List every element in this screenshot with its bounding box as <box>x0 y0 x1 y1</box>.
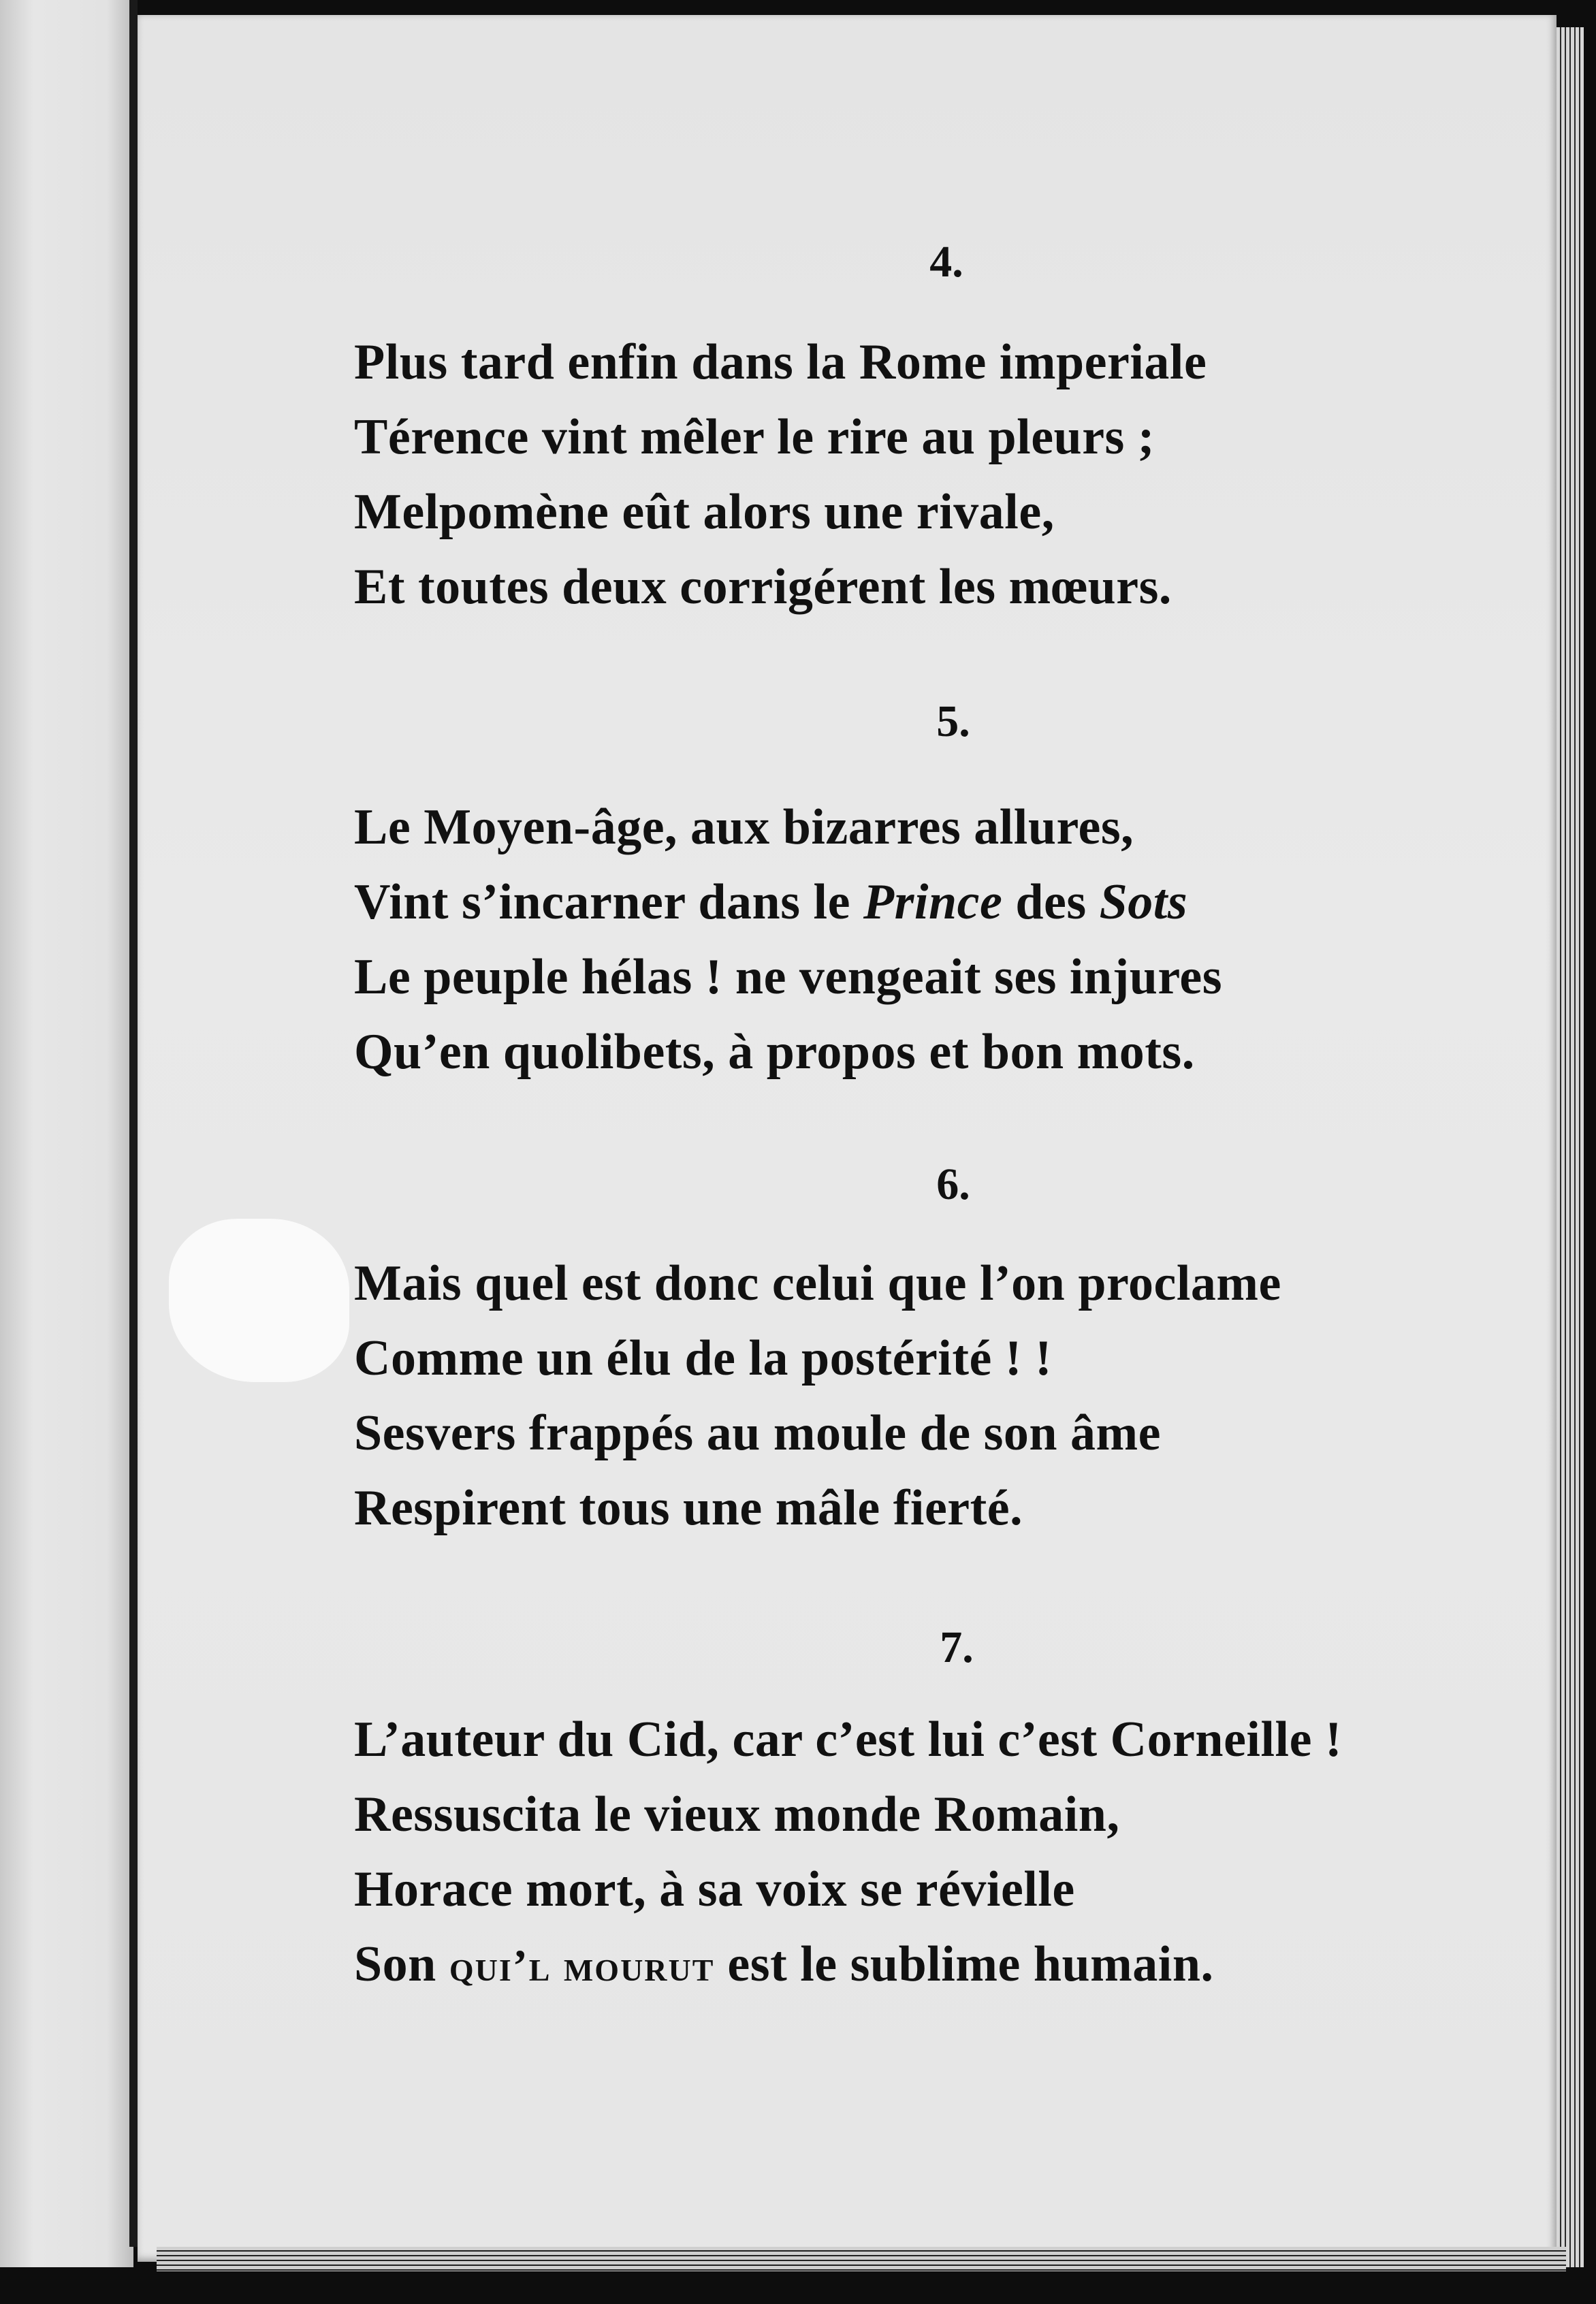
stanza-number: 7. <box>940 1622 974 1672</box>
verse-line-with-italics <box>354 868 1187 936</box>
verse-line: Mais quel est donc celui que l’on proclame <box>354 1255 1281 1311</box>
small-caps-text: qui’l mourut <box>449 1941 715 1991</box>
verse-line: Ressuscita le vieux monde Romain, <box>354 1787 1120 1842</box>
verse-line: Respirent tous une mâle fierté. <box>354 1480 1023 1536</box>
verse-line: Horace mort, à sa voix se révielle <box>354 1861 1075 1917</box>
verse-line: Melpomène eût alors une rivale, <box>354 484 1055 540</box>
verse-line: Qu’en quolibets, à propos et bon mots. <box>354 1024 1195 1080</box>
italic-text: Prince <box>863 874 1003 930</box>
text-run: Son <box>354 1936 449 1992</box>
stanza-number: 5. <box>936 697 970 746</box>
stanza-number: 4. <box>929 237 963 287</box>
verse-line: L’auteur du Cid, car c’est lui c’est Corneille ! <box>354 1712 1343 1767</box>
verse-line: Et toutes deux corrigérent les mœurs. <box>354 559 1172 615</box>
verse-line: Comme un élu de la postérité ! ! <box>354 1330 1053 1386</box>
text-run: Vint s’incarner dans le <box>354 874 863 930</box>
italic-text: Sots <box>1099 874 1188 930</box>
verse-line-with-small-caps <box>354 1930 1214 2000</box>
text-run: des <box>1002 874 1100 930</box>
stanza-number: 6. <box>936 1159 970 1209</box>
verse-line: Le peuple hélas ! ne vengeait ses injures <box>354 949 1223 1005</box>
verse-line: Le Moyen-âge, aux bizarres allures, <box>354 799 1134 855</box>
verse-line: Plus tard enfin dans la Rome imperiale <box>354 334 1207 390</box>
text-run: est le sublime humain. <box>714 1936 1214 1992</box>
verse-line: Sesvers frappés au moule de son âme <box>354 1405 1162 1461</box>
verse-line: Térence vint mêler le rire au pleurs ; <box>354 409 1155 465</box>
